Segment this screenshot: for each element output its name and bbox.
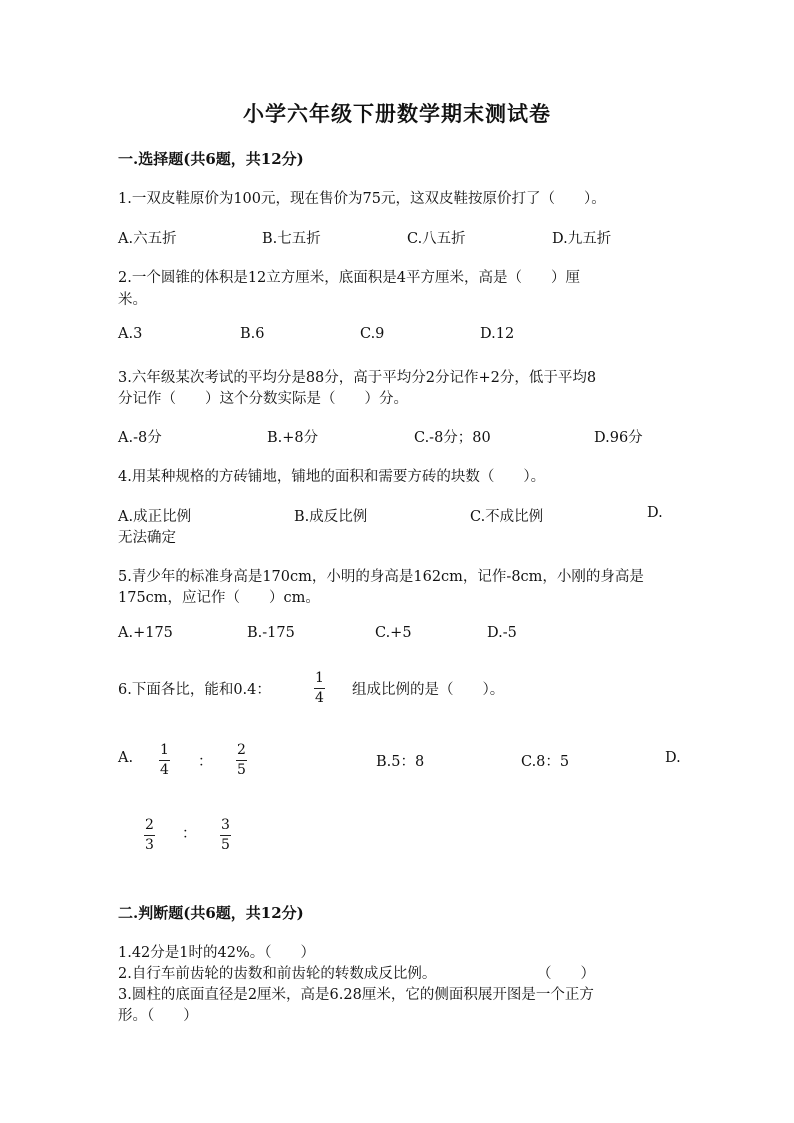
q6-option-a-fraction-2 <box>236 743 247 778</box>
question-5-line-1: 5.青少年的标准身高是170cm，小明的身高是162cm，记作-8cm，小刚的身高是 <box>118 569 644 585</box>
fraction-bar <box>220 835 231 836</box>
q6-option-c: C.8：5 <box>521 754 570 770</box>
q6-option-d-label: D. <box>665 750 681 766</box>
fraction-numerator: 3 <box>221 817 230 833</box>
q5-option-b: B.-175 <box>247 625 295 641</box>
q2-option-b: B.6 <box>240 326 265 342</box>
fraction-denominator: 4 <box>315 690 324 706</box>
judgement-1: 1.42分是1时的42%。（ ） <box>118 945 315 961</box>
q6-option-b: B.5：8 <box>376 754 425 770</box>
question-5-line-2: 175cm，应记作（ ）cm。 <box>118 590 320 606</box>
fraction-bar <box>314 688 325 689</box>
q4-option-c: C.不成比例 <box>470 509 544 525</box>
page-title: 小学六年级下册数学期末测试卷 <box>243 101 551 126</box>
q3-option-c: C.-8分；80 <box>414 430 491 446</box>
q5-option-d: D.-5 <box>487 625 517 641</box>
q6-option-d-fraction-1 <box>144 818 155 853</box>
q1-option-c: C.八五折 <box>407 231 466 247</box>
fraction-numerator: 1 <box>160 742 169 758</box>
q2-option-c: C.9 <box>360 326 385 342</box>
fraction-bar <box>159 760 170 761</box>
fraction-numerator: 2 <box>237 742 246 758</box>
q5-option-c: C.+5 <box>375 625 412 641</box>
fraction-denominator: 5 <box>221 837 230 853</box>
question-2-line-2: 米。 <box>118 292 147 308</box>
q6-option-a-fraction-1 <box>159 743 170 778</box>
q6-option-a-label: A. <box>118 750 134 766</box>
question-6-prefix: 6.下面各比，能和0.4： <box>118 682 271 698</box>
judgement-2: 2.自行车前齿轮的齿数和前齿轮的转数成反比例。 <box>118 966 437 982</box>
judgement-3-line-2: 形。（ ） <box>118 1008 198 1024</box>
q1-option-d: D.九五折 <box>552 231 612 247</box>
q5-option-a: A.+175 <box>118 625 173 641</box>
q2-option-d: D.12 <box>480 326 515 342</box>
fraction-numerator: 2 <box>145 817 154 833</box>
fraction-denominator: 3 <box>145 837 154 853</box>
fraction-denominator: 4 <box>160 762 169 778</box>
q6-option-d-fraction-2 <box>220 818 231 853</box>
q6-option-a-colon: ： <box>198 754 213 770</box>
q1-option-b: B.七五折 <box>262 231 321 247</box>
q2-option-a: A.3 <box>118 326 143 342</box>
q3-option-a: A.-8分 <box>118 430 162 446</box>
judgement-3-line-1: 3.圆柱的底面直径是2厘米，高是6.28厘米，它的侧面积展开图是一个正方 <box>118 987 594 1003</box>
fraction-denominator: 5 <box>237 762 246 778</box>
section-heading-judgement: 二.判断题(共6题，共12分) <box>118 904 304 922</box>
question-1: 1.一双皮鞋原价为100元，现在售价为75元，这双皮鞋按原价打了（ ）。 <box>118 191 606 207</box>
q1-option-a: A.六五折 <box>118 231 177 247</box>
question-3-line-1: 3.六年级某次考试的平均分是88分，高于平均分2分记作+2分，低于平均8 <box>118 370 597 386</box>
q6-fraction <box>314 671 325 706</box>
question-4: 4.用某种规格的方砖铺地，铺地的面积和需要方砖的块数（ ）。 <box>118 469 546 485</box>
fraction-bar <box>236 760 247 761</box>
q4-option-a: A.成正比例 <box>118 509 192 525</box>
fraction-numerator: 1 <box>315 670 324 686</box>
question-3-line-2: 分记作（ ）这个分数实际是（ ）分。 <box>118 391 408 407</box>
fraction-bar <box>144 835 155 836</box>
q6-option-d-colon: ： <box>182 826 197 842</box>
section-heading-choice: 一.选择题(共6题，共12分) <box>118 150 304 168</box>
q3-option-d: D.96分 <box>594 430 643 446</box>
question-2-line-1: 2.一个圆锥的体积是12立方厘米，底面积是4平方厘米，高是（ ）厘 <box>118 270 581 286</box>
q4-option-d: D. <box>647 505 663 521</box>
question-6-suffix: 组成比例的是（ ）。 <box>352 682 505 698</box>
judgement-2-blank: （ ） <box>537 966 595 982</box>
q4-option-b: B.成反比例 <box>294 509 368 525</box>
q4-option-d-text: 无法确定 <box>118 530 176 546</box>
q3-option-b: B.+8分 <box>267 430 319 446</box>
